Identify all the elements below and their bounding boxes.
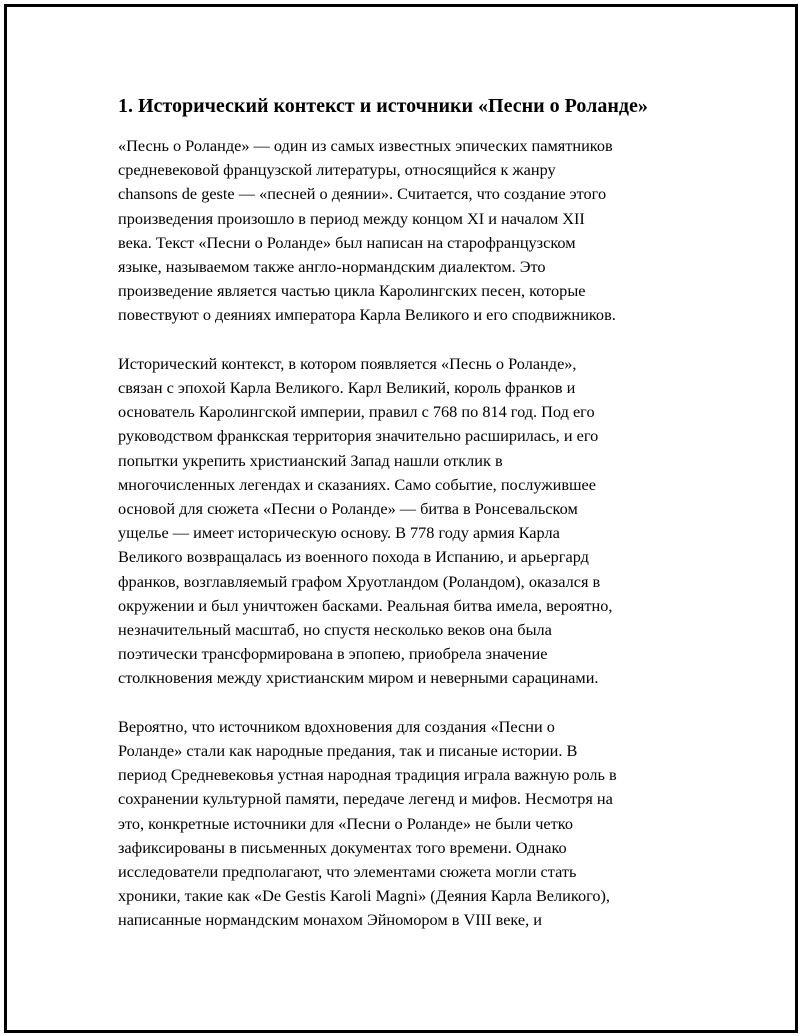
paragraph-3: [118, 715, 688, 933]
text-line: «Песнь о Роланде» — один из самых известных эпических памятников: [118, 136, 613, 155]
text-line: окружении и был уничтожен басками. Реальная битва имела, вероятно,: [118, 595, 613, 615]
text-line: период Средневековья устная народная традиция играла важную роль в: [118, 765, 617, 785]
text-line: написанные нормандским монахом Эйномором в VIII веке, и: [118, 910, 543, 930]
text-line: chansons de geste — «песней о деянии». Считается, что создание этого: [118, 184, 607, 204]
text-line: поэтически трансформирована в эпопею, приобрела значение: [118, 644, 548, 664]
text-line: это, конкретные источники для «Песни о Роланде» не были четко: [118, 813, 573, 833]
text-line: исследователи предполагают, что элементами сюжета могли стать: [118, 862, 577, 882]
text-line: руководством франкская территория значительно расширилась, и его: [118, 426, 599, 446]
text-line: повествуют о деяниях императора Карла Великого и его сподвижников.: [118, 305, 616, 325]
text-line: Исторический контекст, в котором появляется «Песнь о Роланде»,: [118, 353, 577, 373]
text-line: Великого возвращалась из военного похода в Испанию, и арьергард: [118, 547, 589, 567]
document-body: [118, 93, 688, 933]
text-line: средневековой французской литературы, относящийся к жанру: [118, 160, 556, 180]
section-heading: 1. Исторический контекст и источники «Песни о Роланде»: [118, 95, 648, 117]
paragraph-1: [118, 134, 688, 328]
text-line: произведение является частью цикла Каролингских песен, которые: [118, 281, 586, 301]
text-line: сохранении культурной памяти, передаче легенд и мифов. Несмотря на: [118, 789, 613, 809]
text-line: связан с эпохой Карла Великого. Карл Великий, король франков и: [118, 378, 576, 398]
text-line: основатель Каролингской империи, правил с 768 по 814 год. Под его: [118, 402, 595, 422]
text-line: хроники, такие как «De Gestis Karoli Magni» (Деяния Карла Великого),: [118, 886, 610, 906]
text-line: незначительный масштаб, но спустя несколько веков она была: [118, 620, 552, 640]
text-line: многочисленных легендах и сказаниях. Само событие, послужившее: [118, 474, 596, 494]
text-line: произведения произошло в период между концом XI и началом XII: [118, 208, 585, 228]
text-line: века. Текст «Песни о Роланде» был написан на старофранцузском: [118, 232, 576, 252]
text-line: зафиксированы в письменных документах того времени. Однако: [118, 837, 567, 857]
text-line: столкновения между христианским миром и неверными сарацинами.: [118, 668, 599, 688]
text-line: языке, называемом также англо-нормандским диалектом. Это: [118, 257, 546, 277]
text-line: попытки укрепить христианский Запад нашли отклик в: [118, 450, 503, 470]
text-line: Вероятно, что источником вдохновения для создания «Песни о: [118, 716, 555, 736]
text-line: основой для сюжета «Песни о Роланде» — битва в Ронсевальском: [118, 499, 578, 519]
paragraph-2: [118, 352, 688, 691]
text-line: ущелье — имеет историческую основу. В 778 году армия Карла: [118, 523, 560, 543]
text-line: франков, возглавляемый графом Хруотландом (Роландом), оказался в: [118, 571, 601, 591]
text-line: Роланде» стали как народные предания, так и писаные истории. В: [118, 741, 578, 761]
